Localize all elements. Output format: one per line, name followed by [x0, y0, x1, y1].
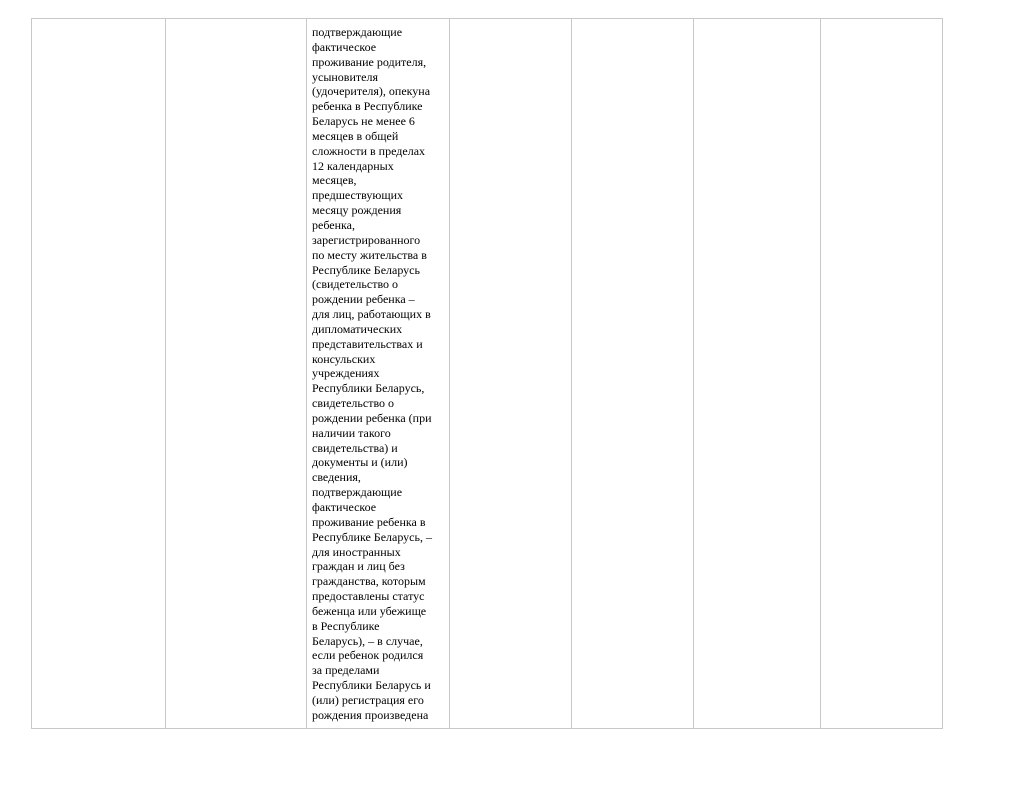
cell-text-7	[821, 19, 942, 25]
table-cell-5	[572, 19, 694, 729]
cell-text-3: подтверждающие фактическое проживание родителя, усыновителя (удочерителя), опекуна ребенка в Республике Беларусь не менее 6 месяцев в общей сложности в пределах 12 календарных месяцев, предшествующих месяцу рождения ребенка, зарегистрированного по месту жительства в Республике Беларусь (свидетельство о рождении ребенка – для лиц, работающих в дипломатических представительствах и консульских учреждениях Республики Беларусь, свидетельство о рождении ребенка (при наличии такого свидетельства) и документы и (или) сведения, подтверждающие фактическое проживание ребенка в Республике Беларусь, – для иностранных граждан и лиц без гражданства, которым предоставлены статус беженца или убежище в Республике Беларусь), – в случае, если ребенок родился за пределами Республики Беларусь и (или) регистрация его рождения произведена	[312, 25, 432, 722]
table-cell-2	[166, 19, 307, 729]
document-table	[31, 18, 943, 729]
cell-text-4	[450, 19, 571, 25]
table-row	[32, 19, 943, 729]
table-cell-7	[821, 19, 943, 729]
cell-text-1	[32, 19, 165, 25]
table-cell-6	[694, 19, 821, 729]
cell-text-5	[572, 19, 693, 25]
table-cell-1	[32, 19, 166, 729]
cell-text-6	[694, 19, 820, 25]
cell-text-2	[166, 19, 306, 25]
table-cell-3	[307, 19, 450, 729]
table-cell-4	[450, 19, 572, 729]
